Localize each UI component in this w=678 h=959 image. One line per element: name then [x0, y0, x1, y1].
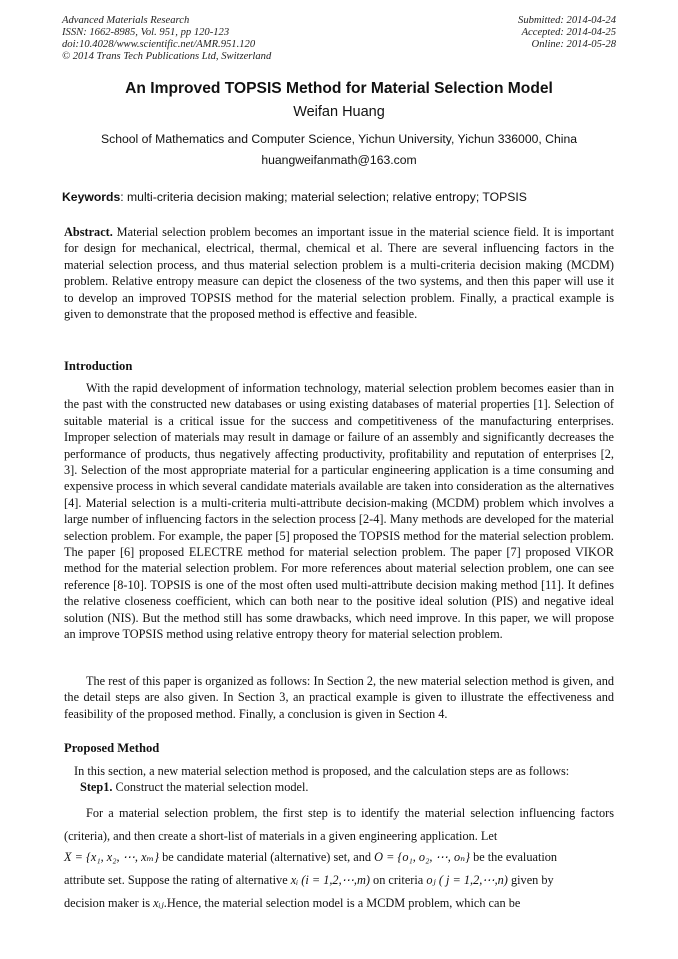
journal-info [62, 15, 271, 63]
keywords [62, 190, 618, 204]
introduction-paragraph-2: The rest of this paper is organized as follows: In Section 2, the new material selection method is given, and the detail steps are also given. In Section 3, an practical example is given to illustrate the effectiveness and feasibility of the proposed method. Finally, a conclusion is given in Section 4. [64, 674, 614, 721]
accepted-date: Accepted: 2014-04-25 [521, 27, 616, 38]
journal-name: Advanced Materials Research [62, 15, 190, 26]
formula-text-3: attribute set. Suppose the rating of alternative [64, 873, 291, 887]
abstract-label: Abstract. [64, 225, 113, 239]
formula-line-3 [64, 896, 614, 911]
submitted-date: Submitted: 2014-04-24 [518, 15, 616, 26]
step1-text: Construct the material selection model. [112, 780, 309, 794]
formula-text-7: .Hence, the material selection model is a MCDM problem, which can be [163, 896, 521, 910]
formula-text-4: on criteria [369, 873, 427, 887]
journal-doi: doi:10.4028/www.scientific.net/AMR.951.120 [62, 39, 256, 50]
author-affiliation: School of Mathematics and Computer Science, Yichun University, Yichun 336000, China [100, 132, 578, 146]
introduction-heading: Introduction [64, 359, 133, 373]
proposed-method-intro: In this section, a new material selection method is proposed, and the calculation steps are as follows: [74, 764, 570, 778]
step1-paragraph: For a material selection problem, the first step is to identify the material selection influencing factors (criteria), and then create a short-list of materials in a given engineering application. Let [64, 806, 614, 843]
introduction-paragraph-1: With the rapid development of information technology, material selection problem becomes easier than in the past with the constructed new databases or using existing databases of material properties [1]. Selection of suitable material is a critical issue for the success and competitiveness of the manufacturing enterprises. Improper selection of materials may result in damage or failure of an assembly and significantly decreases the performance of products, thus negatively affecting productivity, profitability and reputation of enterprises [2, 3]. Selection of the most appropriate material for a particular engineering application is a time consuming and expensive process in which several candidate materials available are taken into consideration as the alternatives [4]. Material selection is a multi-criteria multi-attribute decision-making (MCDM) problem which involves a large number of influencing factors in the selection process [2-4]. Many methods are developed for the material selection problem. For example, the paper [5] proposed the TOPSIS method for the material selection problem. The paper [6] proposed ELECTRE method for material selection problem. The paper [7] proposed VIKOR method for the material selection problem. For more references about material selection problem, one can see reference [8-10]. TOPSIS is one of the most often used multi-attribute decision making method [11]. It defines the relative closeness coefficient, which can both near to the positive ideal solution (PIS) and negative ideal solution (NIS). But the method still has some drawbacks, which need improve. In this paper, we will propose an improve TOPSIS method using relative entropy theory for material selection problem. [64, 381, 614, 642]
formula-text-6: decision maker is [64, 896, 154, 910]
formula-line-1 [64, 850, 614, 865]
journal-issn: ISSN: 1662-8985, Vol. 951, pp 120-123 [62, 27, 230, 38]
paper-title: An Improved TOPSIS Method for Material Selection Model [125, 80, 553, 97]
formula-text-1: be candidate material (alternative) set, and [159, 850, 375, 864]
abstract-text: Material selection problem becomes an important issue in the material science field. It is important for design for mechanical, electrical, thermal, chemical et al. There are several influencing factors in the material selection process, and thus material selection problem is a multi-criteria decision making (MCDM) problem. Relative entropy measure can depict the closeness of the two systems, and then this paper will use it to develop an improved TOPSIS method for the material selection problem. Finally, a practical example is given to demonstrate that the proposed method is effective and feasible. [64, 225, 614, 322]
journal-copyright: © 2014 Trans Tech Publications Ltd, Switzerland [62, 51, 272, 62]
alternative-symbol: xᵢ [290, 873, 299, 887]
formula-text-2: be the evaluation [470, 850, 558, 864]
rating-symbol: xᵢⱼ [153, 896, 164, 910]
step1-label: Step1. [80, 780, 113, 794]
attribute-set-formula: O = {o₁, o₂, ⋯, oₙ} [374, 850, 470, 864]
formula-line-2 [64, 873, 614, 888]
keywords-text: : multi-criteria decision making; material selection; relative entropy; TOPSIS [120, 190, 527, 204]
criteria-symbol: oⱼ [426, 873, 436, 887]
publication-dates [518, 15, 616, 51]
alternative-index-range: (i = 1,2,⋯,m) [301, 873, 370, 887]
formula-text-5: given by [507, 873, 554, 887]
author-email: huangweifanmath@163.com [261, 153, 417, 167]
step1 [64, 779, 614, 795]
keywords-label: Keywords [62, 190, 121, 204]
abstract [64, 224, 614, 322]
criteria-index-range: ( j = 1,2,⋯,n) [438, 873, 508, 887]
author-name: Weifan Huang [293, 104, 385, 120]
alternative-set-formula: X = {x₁, x₂, ⋯, xₘ} [64, 850, 160, 864]
proposed-method-heading: Proposed Method [64, 741, 160, 755]
online-date: Online: 2014-05-28 [531, 39, 616, 50]
